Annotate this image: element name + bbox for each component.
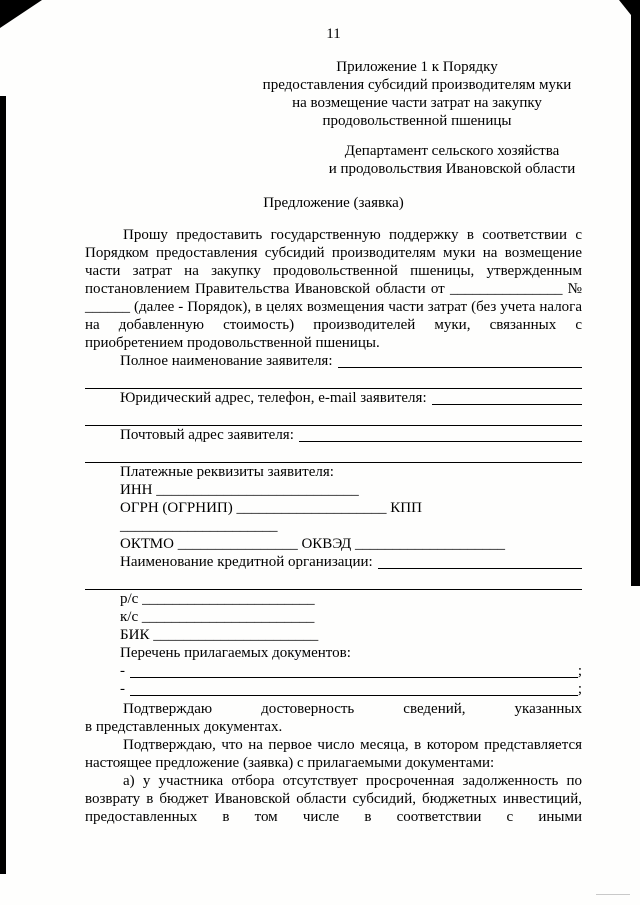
scan-artifact-corner-top-left xyxy=(0,0,42,28)
department-line-2: и продовольствия Ивановской области xyxy=(328,161,576,177)
appendix-reference xyxy=(252,58,582,130)
field-legal-address xyxy=(85,389,582,407)
field-postal-address-label: Почтовый адрес заявителя: xyxy=(120,427,294,443)
field-legal-address-blank xyxy=(432,404,582,405)
document-item-row-2 xyxy=(85,680,582,698)
department-line-1: Департамент сельского хозяйства xyxy=(344,143,560,159)
appendix-line-2: предоставления субсидий производителям муки xyxy=(262,77,572,93)
department-name xyxy=(322,142,582,178)
field-full-name xyxy=(85,352,582,370)
field-account-ks: к/с _______________________ xyxy=(120,609,315,625)
field-postal-address xyxy=(85,426,582,444)
field-bank-name xyxy=(85,553,582,571)
document-content xyxy=(85,58,582,826)
field-oktmo-okved: ОКТМО ________________ ОКВЭД ____________________ xyxy=(120,536,505,552)
confirmation-paragraph-2: Подтверждаю, что на первое число месяца, в котором представляется настоящее предложение (заявка) с прилагаемыми документами: xyxy=(85,737,582,771)
field-bank-name-blank xyxy=(378,568,582,569)
document-item-dash-2: - xyxy=(120,681,125,697)
field-full-name-label: Полное наименование заявителя: xyxy=(120,353,333,369)
field-account-rs: р/с _______________________ xyxy=(120,591,315,607)
item-a-paragraph: а) у участника отбора отсутствует просроченная задолженность по возврату в бюджет Ивановской области субсидий, бюджетных инвестиций, предоставленных в том числе в соответствии с иными xyxy=(85,773,582,825)
field-inn: ИНН ___________________________ xyxy=(120,482,359,498)
document-item-row-1 xyxy=(85,662,582,680)
scan-artifact-bottom-right xyxy=(596,894,630,895)
documents-list-label: Перечень прилагаемых документов: xyxy=(120,645,351,661)
appendix-line-4: продовольственной пшеницы xyxy=(322,113,512,129)
scan-artifact-edge-left xyxy=(0,96,6,874)
field-postal-address-blank xyxy=(299,441,582,442)
intro-paragraph: Прошу предоставить государственную поддержку в соответствии с Порядком предоставления субсидий производителям муки на возмещение части затрат на закупку продовольственной пшеницы, утвержденным постановлением Правительства Ивановской области от _______________ № ______ (далее - Порядок), в целях возмещения части затрат (без учета налога на добавленную стоимость) производителей муки, связанных с приобретением продовольственной пшеницы. xyxy=(85,227,582,351)
field-bik: БИК ______________________ xyxy=(120,627,319,643)
document-item-blank-2 xyxy=(130,695,578,696)
document-item-blank-1 xyxy=(130,677,578,678)
scan-artifact-edge-right-taper xyxy=(619,0,631,15)
field-legal-address-blank-line xyxy=(85,407,582,426)
confirmation-paragraph-line-2: в представленных документах. xyxy=(85,719,283,735)
page-number: 11 xyxy=(326,26,341,42)
field-bank-name-blank-line xyxy=(85,571,582,590)
scan-artifact-edge-right xyxy=(631,0,640,586)
payment-details-label: Платежные реквизиты заявителя: xyxy=(120,464,334,480)
appendix-line-1: Приложение 1 к Порядку xyxy=(336,59,498,75)
appendix-line-3: на возмещение части затрат на закупку xyxy=(292,95,542,111)
document-title: Предложение (заявка) xyxy=(263,195,404,211)
field-legal-address-label: Юридический адрес, телефон, e-mail заявителя: xyxy=(120,390,427,406)
field-postal-address-blank-line xyxy=(85,444,582,463)
field-full-name-blank-line xyxy=(85,370,582,389)
field-full-name-blank xyxy=(338,367,583,368)
field-ogrn-kpp: ОГРН (ОГРНИП) ____________________ КПП _____________________ xyxy=(120,500,422,534)
confirmation-paragraph-line-1: Подтверждаю достоверность сведений, указанных xyxy=(123,701,582,717)
document-item-semicolon-2: ; xyxy=(577,681,582,697)
field-bank-name-label: Наименование кредитной организации: xyxy=(120,554,373,570)
document-item-semicolon-1: ; xyxy=(577,663,582,679)
document-item-dash-1: - xyxy=(120,663,125,679)
